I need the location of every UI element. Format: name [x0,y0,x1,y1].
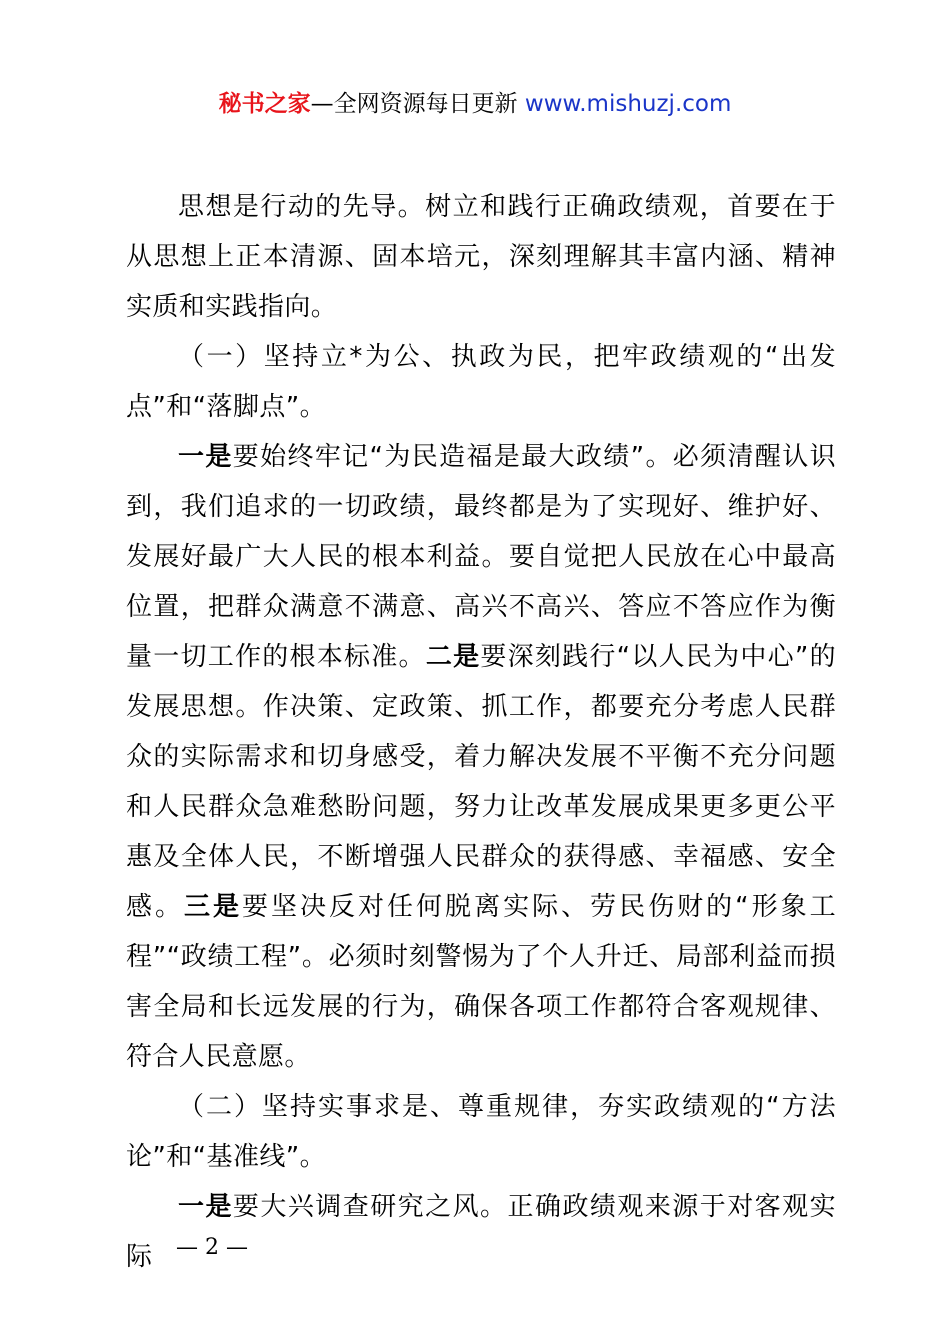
site-header [0,86,950,122]
point-1-text: 要始终牢记“为民造福是最大政绩”。必须清醒认识到，我们追求的一切政绩，最终都是为了实现好、维护好、发展好最广大人民的根本利益。要自觉把人民放在心中最高位置，把群众满意不满意、高兴不高兴、答应不答应作为衡量一切工作的根本标准。 [126,442,837,672]
section-2-paragraph [126,1182,836,1282]
point-3-lead: 三是 [184,892,243,922]
point-2-text: 要深刻践行“以人民为中心”的发展思想。作决策、定政策、抓工作，都要充分考虑人民群众的实际需求和切身感受，着力解决发展不平衡不充分问题和人民群众急难愁盼问题，努力让改革发展成果更多更公平惠及全体人民，不断增强人民群众的获得感、幸福感、安全感。 [126,642,836,922]
site-url-link[interactable]: www.mishuzj.com [524,91,732,117]
point-3-text: 要坚决反对任何脱离实际、劳民伤财的“形象工程”“政绩工程”。必须时刻警惕为了个人升迁、局部利益而损害全局和长远发展的行为，确保各项工作都符合客观规律、符合人民意愿。 [126,892,836,1072]
intro-paragraph: 思想是行动的先导。树立和践行正确政绩观，首要在于从思想上正本清源、固本培元，深刻理解其丰富内涵、精神实质和实践指向。 [126,192,836,322]
header-tagline: —全网资源每日更新 [310,91,518,117]
section-heading-1: （一）坚持立*为公、执政为民，把牢政绩观的“出发点”和“落脚点”。 [126,342,836,422]
document-body [126,182,836,1282]
brand-name: 秘书之家 [218,91,311,117]
section-2-point-1-text: 要大兴调查研究之风。正确政绩观来源于对客观实际 [126,1192,836,1272]
point-1-lead: 一是 [178,442,233,472]
section-2-point-1-lead: 一是 [178,1192,233,1222]
point-2-lead: 二是 [425,642,481,672]
section-1-paragraph [126,432,836,1082]
page-number: — 2 — [176,1235,248,1260]
section-heading-2: （二）坚持实事求是、尊重规律，夯实政绩观的“方法论”和“基准线”。 [126,1092,836,1172]
